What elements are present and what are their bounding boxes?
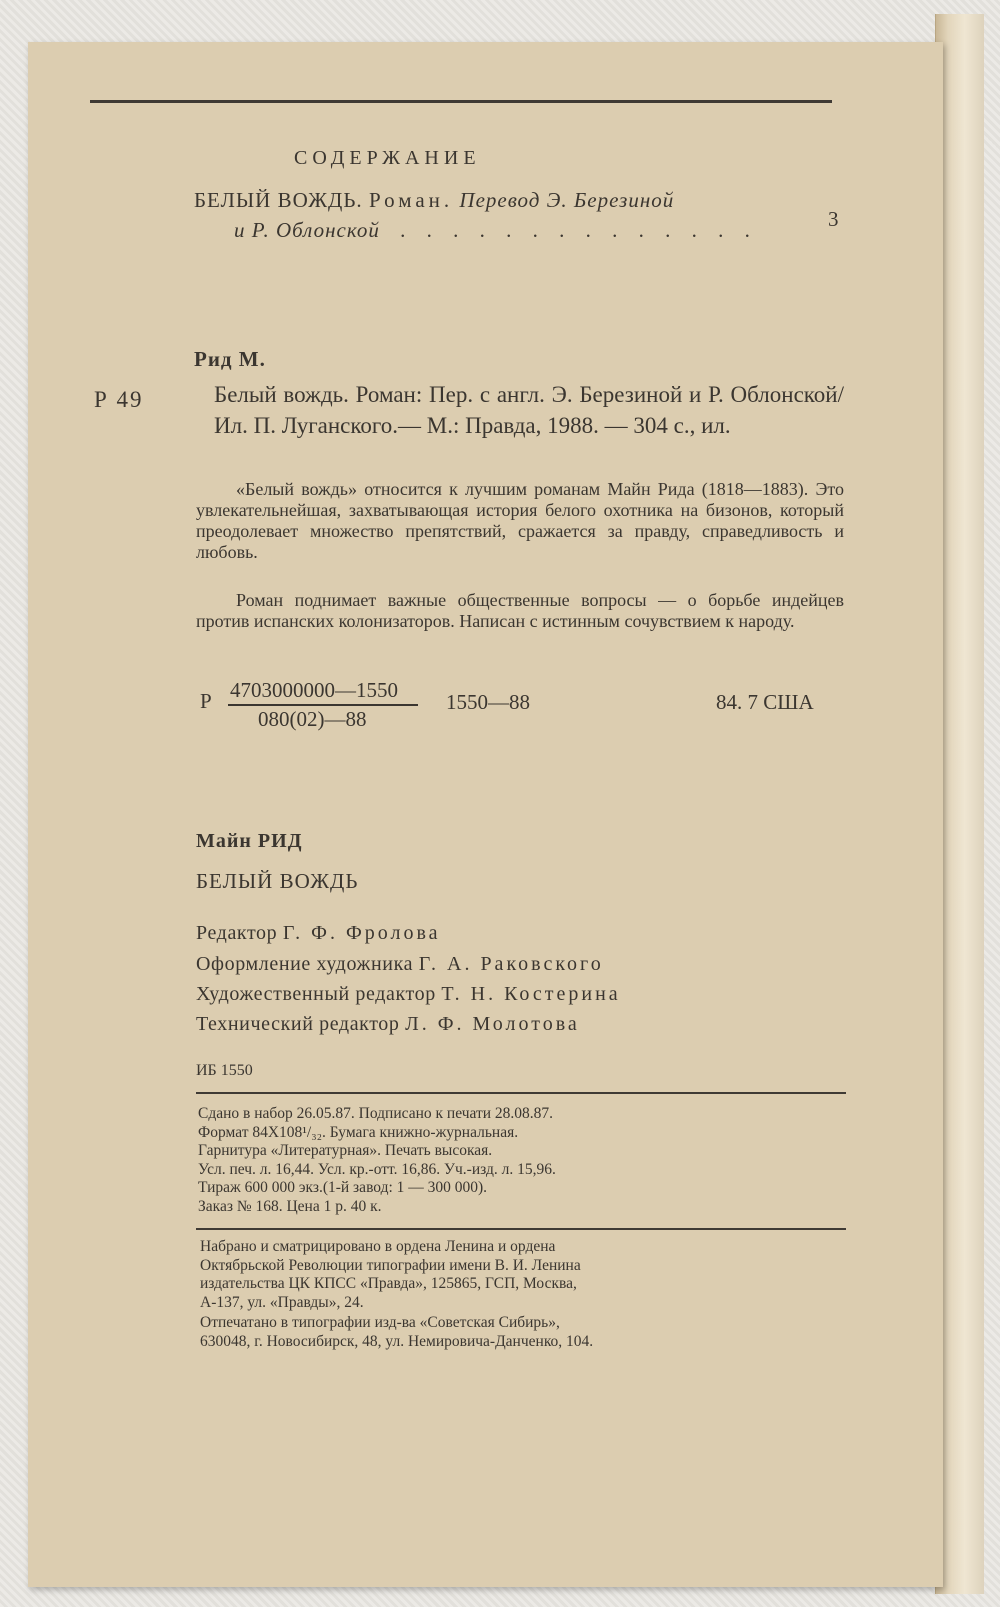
credit-role: Технический редактор xyxy=(196,1013,400,1035)
imprint-author: Майн РИД xyxy=(196,830,303,852)
bbk-code: Р 49 xyxy=(94,387,144,412)
print-details xyxy=(198,1105,556,1216)
ib-number: ИБ 1550 xyxy=(196,1062,253,1079)
catalog-code-middle: 1550—88 xyxy=(446,690,530,714)
toc-entry-line-1 xyxy=(194,188,674,213)
catalog-code-prefix: Р xyxy=(200,689,212,713)
credit-role: Редактор xyxy=(196,922,278,944)
credit-role: Оформление художника xyxy=(196,953,414,975)
printer-block-2 xyxy=(200,1314,593,1351)
printer-block-1 xyxy=(200,1238,581,1312)
toc-page-number: 3 xyxy=(828,207,840,231)
printer-line: Октябрьской Революции типографии имени В. И. Ленина xyxy=(200,1256,581,1274)
catalog-code-right: 84. 7 США xyxy=(716,690,814,714)
bibliographic-description: Белый вождь. Роман: Пер. с англ. Э. Березиной и Р. Облонской/ Ил. П. Луганского.— М.: Правда, 1988. — 304 с., ил. xyxy=(214,382,844,438)
contents-heading: СОДЕРЖАНИЕ xyxy=(294,147,481,169)
imprint-title: БЕЛЫЙ ВОЖДЬ xyxy=(196,869,359,893)
printer-line: издательства ЦК КПСС «Правда», 125865, ГСП, Москва, xyxy=(200,1275,577,1292)
catalog-author: Рид М. xyxy=(194,347,266,371)
toc-entry-title: БЕЛЫЙ ВОЖДЬ. xyxy=(194,188,363,212)
print-detail-line: Тираж 600 000 экз.(1-й завод: 1 — 300 000). xyxy=(198,1179,488,1196)
credit-line xyxy=(196,922,441,945)
credit-name: Г. А. Раковского xyxy=(418,953,604,975)
catalog-code-denominator: 080(02)—88 xyxy=(258,707,367,731)
credit-line xyxy=(196,1013,580,1036)
credit-line xyxy=(196,953,604,976)
print-detail-line: Заказ № 168. Цена 1 р. 40 к. xyxy=(198,1197,382,1215)
imprint-rule-2 xyxy=(196,1228,846,1230)
credit-name: Т. Н. Костерина xyxy=(441,983,621,1005)
printer-line: 630048, г. Новосибирск, 48, ул. Немировича-Данченко, 104. xyxy=(200,1332,594,1350)
credit-name: Л. Ф. Молотова xyxy=(405,1013,580,1035)
toc-entry-genre: Роман. xyxy=(368,188,454,212)
annotation-paragraph-2: Роман поднимает важные общественные вопросы — о борьбе индейцев против испанских колонизаторов. Написан с истинным сочувствием к народу. xyxy=(196,590,844,631)
imprint-rule-1 xyxy=(196,1092,846,1094)
credit-line xyxy=(196,983,621,1006)
printer-line: Отпечатано в типографии изд-ва «Советская Сибирь», xyxy=(200,1314,560,1331)
toc-entry-line-2 xyxy=(234,218,758,243)
print-detail-line: Усл. печ. л. 16,44. Усл. кр.-отт. 16,86. Уч.-изд. л. 15,96. xyxy=(198,1160,556,1178)
print-detail-line: Сдано в набор 26.05.87. Подписано к печати 28.08.87. xyxy=(198,1105,554,1122)
book-page xyxy=(28,42,943,1587)
toc-entry-translators-cont: и Р. Облонской xyxy=(234,218,380,242)
annotation-paragraph-1: «Белый вождь» относится к лучшим романам Майн Рида (1818—1883). Это увлекательнейшая, захватывающая история белого охотника на бизонов, который преодолевает множество препятствий, сражается за правду, справедливость и любовь. xyxy=(196,479,844,562)
printer-line: А-137, ул. «Правды», 24. xyxy=(200,1293,364,1311)
print-detail-line: Формат 84Х108¹/₃₂. Бумага книжно-журнальная. xyxy=(198,1123,519,1141)
printer-line: Набрано и сматрицировано в ордена Ленина и ордена xyxy=(200,1238,556,1255)
credit-role: Художественный редактор xyxy=(196,983,436,1005)
fraction-line xyxy=(228,704,418,706)
toc-entry-translators: Перевод Э. Березиной xyxy=(459,188,675,212)
credit-name: Г. Ф. Фролова xyxy=(282,922,441,944)
top-rule xyxy=(90,100,832,103)
toc-leader-dots: . . . . . . . . . . . . . . xyxy=(400,218,758,242)
catalog-code-numerator: 4703000000—1550 xyxy=(230,678,398,702)
print-detail-line: Гарнитура «Литературная». Печать высокая. xyxy=(198,1142,493,1159)
